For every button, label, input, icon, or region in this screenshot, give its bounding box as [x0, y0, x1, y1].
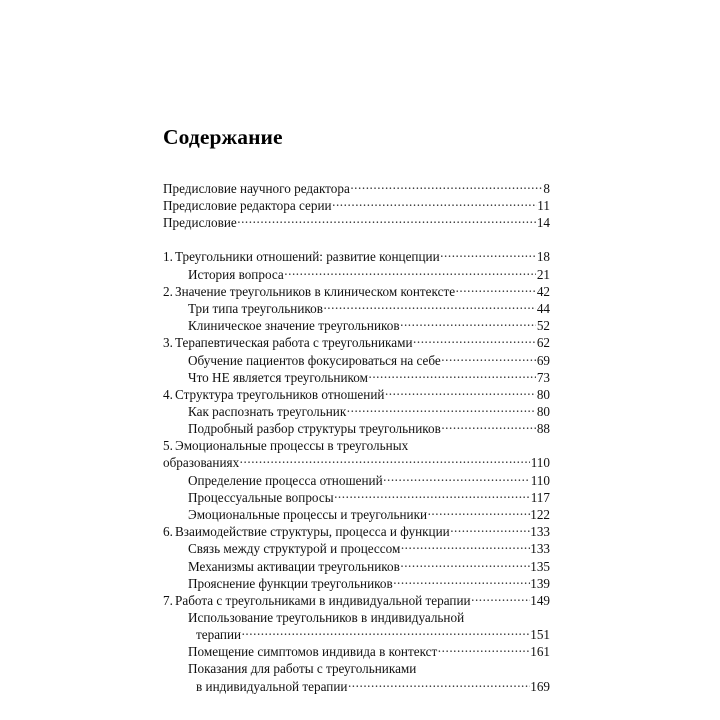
dot-leader [471, 592, 530, 605]
toc-entry-label: Прояснение функции треугольников [188, 575, 393, 591]
toc-entry-label: Предисловие редактора серии [163, 198, 332, 214]
section-spacer [163, 231, 550, 248]
toc-page-number: 88 [536, 421, 550, 437]
dot-leader [284, 265, 536, 278]
dot-leader [237, 214, 536, 227]
toc-section-3-0[interactable] [163, 351, 550, 368]
toc-entry-label: Связь между структурой и процессом [188, 541, 401, 557]
toc-entry-label: Показания для работы с треугольниками [188, 661, 417, 677]
toc-section-2-0[interactable] [163, 300, 550, 317]
toc-page-number: 44 [536, 300, 550, 316]
dot-leader [348, 677, 530, 690]
dot-leader [456, 283, 537, 296]
dot-leader [400, 317, 536, 330]
toc-page-number: 62 [536, 335, 550, 351]
toc-page-number: 80 [536, 386, 550, 402]
toc-entry-label: История вопроса [188, 266, 284, 282]
toc-chapter-number: 7. [163, 592, 173, 608]
toc-entry-front-0[interactable] [163, 180, 550, 197]
toc-entry-label: образованиях [163, 455, 240, 471]
toc-entry-label: Предисловие научного редактора [163, 180, 350, 196]
toc-chapter-number: 2. [163, 283, 173, 299]
toc-chapter-2[interactable] [163, 283, 550, 300]
toc-entry-label: Взаимодействие структуры, процесса и функции [175, 524, 450, 540]
dot-leader [438, 643, 530, 656]
dot-leader [383, 471, 530, 484]
toc-page-number: 133 [530, 541, 550, 557]
toc-entry-label: терапии [196, 627, 242, 643]
dot-leader [368, 369, 536, 382]
toc-section-1-0[interactable] [163, 265, 550, 282]
toc-page-number: 8 [543, 180, 550, 196]
toc-page-number: 151 [530, 627, 550, 643]
toc-entry-label: Использование треугольников в индивидуальной [188, 609, 465, 625]
toc-page-number: 133 [530, 524, 550, 540]
toc-entry-label: Эмоциональные процессы в треугольных [175, 438, 409, 454]
dot-leader [401, 540, 530, 553]
toc-entry-label: Подробный разбор структуры треугольников [188, 421, 441, 437]
dot-leader [240, 454, 531, 467]
toc-entry-label: Значение треугольников в клиническом контексте [175, 283, 456, 299]
toc-entry-front-1[interactable] [163, 197, 550, 214]
dot-leader [242, 626, 530, 639]
toc-entry-label: Клиническое значение треугольников [188, 318, 400, 334]
toc-entry-label: Структура треугольников отношений [175, 386, 385, 402]
dot-leader [441, 351, 536, 364]
dot-leader [413, 334, 536, 347]
toc-page-number: 42 [536, 283, 550, 299]
toc-list [163, 180, 550, 695]
toc-section-7-0-line2[interactable] [163, 626, 550, 643]
toc-section-5-0[interactable] [163, 471, 550, 488]
toc-entry-front-2[interactable] [163, 214, 550, 231]
toc-page-number: 110 [530, 472, 550, 488]
toc-section-4-0[interactable] [163, 403, 550, 420]
toc-chapter-number: 4. [163, 386, 173, 402]
dot-leader [428, 506, 530, 519]
toc-page-number: 139 [530, 575, 550, 591]
dot-leader [334, 489, 530, 502]
page-title: Содержание [163, 125, 283, 149]
toc-chapter-3[interactable] [163, 334, 550, 351]
toc-chapter-5-line1[interactable] [163, 437, 550, 454]
toc-section-4-1[interactable] [163, 420, 550, 437]
toc-chapter-5-line2[interactable] [163, 454, 550, 471]
toc-section-6-2[interactable] [163, 575, 550, 592]
toc-chapter-7[interactable] [163, 592, 550, 609]
dot-leader [385, 386, 536, 399]
toc-chapter-number: 6. [163, 524, 173, 540]
toc-chapter-6[interactable] [163, 523, 550, 540]
toc-page-number: 73 [536, 369, 550, 385]
toc-page-number: 18 [536, 249, 550, 265]
dot-leader [350, 180, 543, 193]
toc-entry-label: Треугольники отношений: развитие концепции [175, 249, 440, 265]
toc-entry-label: Как распознать треугольник [188, 404, 347, 420]
dot-leader [440, 248, 536, 261]
toc-page-number: 161 [530, 644, 550, 660]
toc-page-number: 122 [530, 507, 550, 523]
toc-entry-label: Что НЕ является треугольником [188, 369, 368, 385]
toc-section-7-2-line1[interactable] [163, 660, 550, 677]
toc-page-number: 21 [536, 266, 550, 282]
toc-section-7-1[interactable] [163, 643, 550, 660]
toc-section-3-1[interactable] [163, 369, 550, 386]
dot-leader [393, 575, 530, 588]
toc-chapter-number: 5. [163, 438, 173, 454]
toc-page-number: 117 [530, 489, 550, 505]
toc-section-6-1[interactable] [163, 557, 550, 574]
toc-section-7-2-line2[interactable] [163, 677, 550, 694]
toc-entry-label: Помещение симптомов индивида в контекст [188, 644, 438, 660]
dot-leader [323, 300, 536, 313]
toc-chapter-4[interactable] [163, 386, 550, 403]
toc-page-number: 52 [536, 318, 550, 334]
toc-entry-label: Механизмы активации треугольников [188, 558, 400, 574]
table-of-contents [163, 126, 550, 695]
toc-entry-label: Эмоциональные процессы и треугольники [188, 507, 428, 523]
dot-leader [450, 523, 530, 536]
toc-entry-label: Работа с треугольниками в индивидуальной терапии [175, 592, 471, 608]
toc-entry-label: Предисловие [163, 215, 237, 231]
toc-chapter-1[interactable] [163, 248, 550, 265]
toc-entry-label: Процессуальные вопросы [188, 489, 334, 505]
toc-entry-label: Обучение пациентов фокусироваться на себе [188, 352, 441, 368]
toc-entry-label: Определение процесса отношений [188, 472, 383, 488]
toc-chapter-number: 3. [163, 335, 173, 351]
dot-leader [332, 197, 537, 210]
dot-leader [400, 557, 529, 570]
toc-page-number: 169 [530, 678, 550, 694]
dot-leader [347, 403, 537, 416]
toc-entry-label: в индивидуальной терапии [196, 678, 348, 694]
toc-page-number: 11 [537, 198, 550, 214]
toc-section-2-1[interactable] [163, 317, 550, 334]
dot-leader [441, 420, 536, 433]
toc-page-number: 110 [530, 455, 550, 471]
toc-page-number: 80 [536, 404, 550, 420]
toc-page-number: 149 [530, 592, 550, 608]
toc-section-5-2[interactable] [163, 506, 550, 523]
toc-chapter-number: 1. [163, 249, 173, 265]
toc-section-6-0[interactable] [163, 540, 550, 557]
toc-page-number: 14 [536, 215, 550, 231]
toc-entry-label: Терапевтическая работа с треугольниками [175, 335, 413, 351]
toc-section-5-1[interactable] [163, 489, 550, 506]
toc-page-number: 135 [530, 558, 550, 574]
toc-section-7-0-line1[interactable] [163, 609, 550, 626]
toc-page-number: 69 [536, 352, 550, 368]
toc-entry-label: Три типа треугольников [188, 300, 323, 316]
